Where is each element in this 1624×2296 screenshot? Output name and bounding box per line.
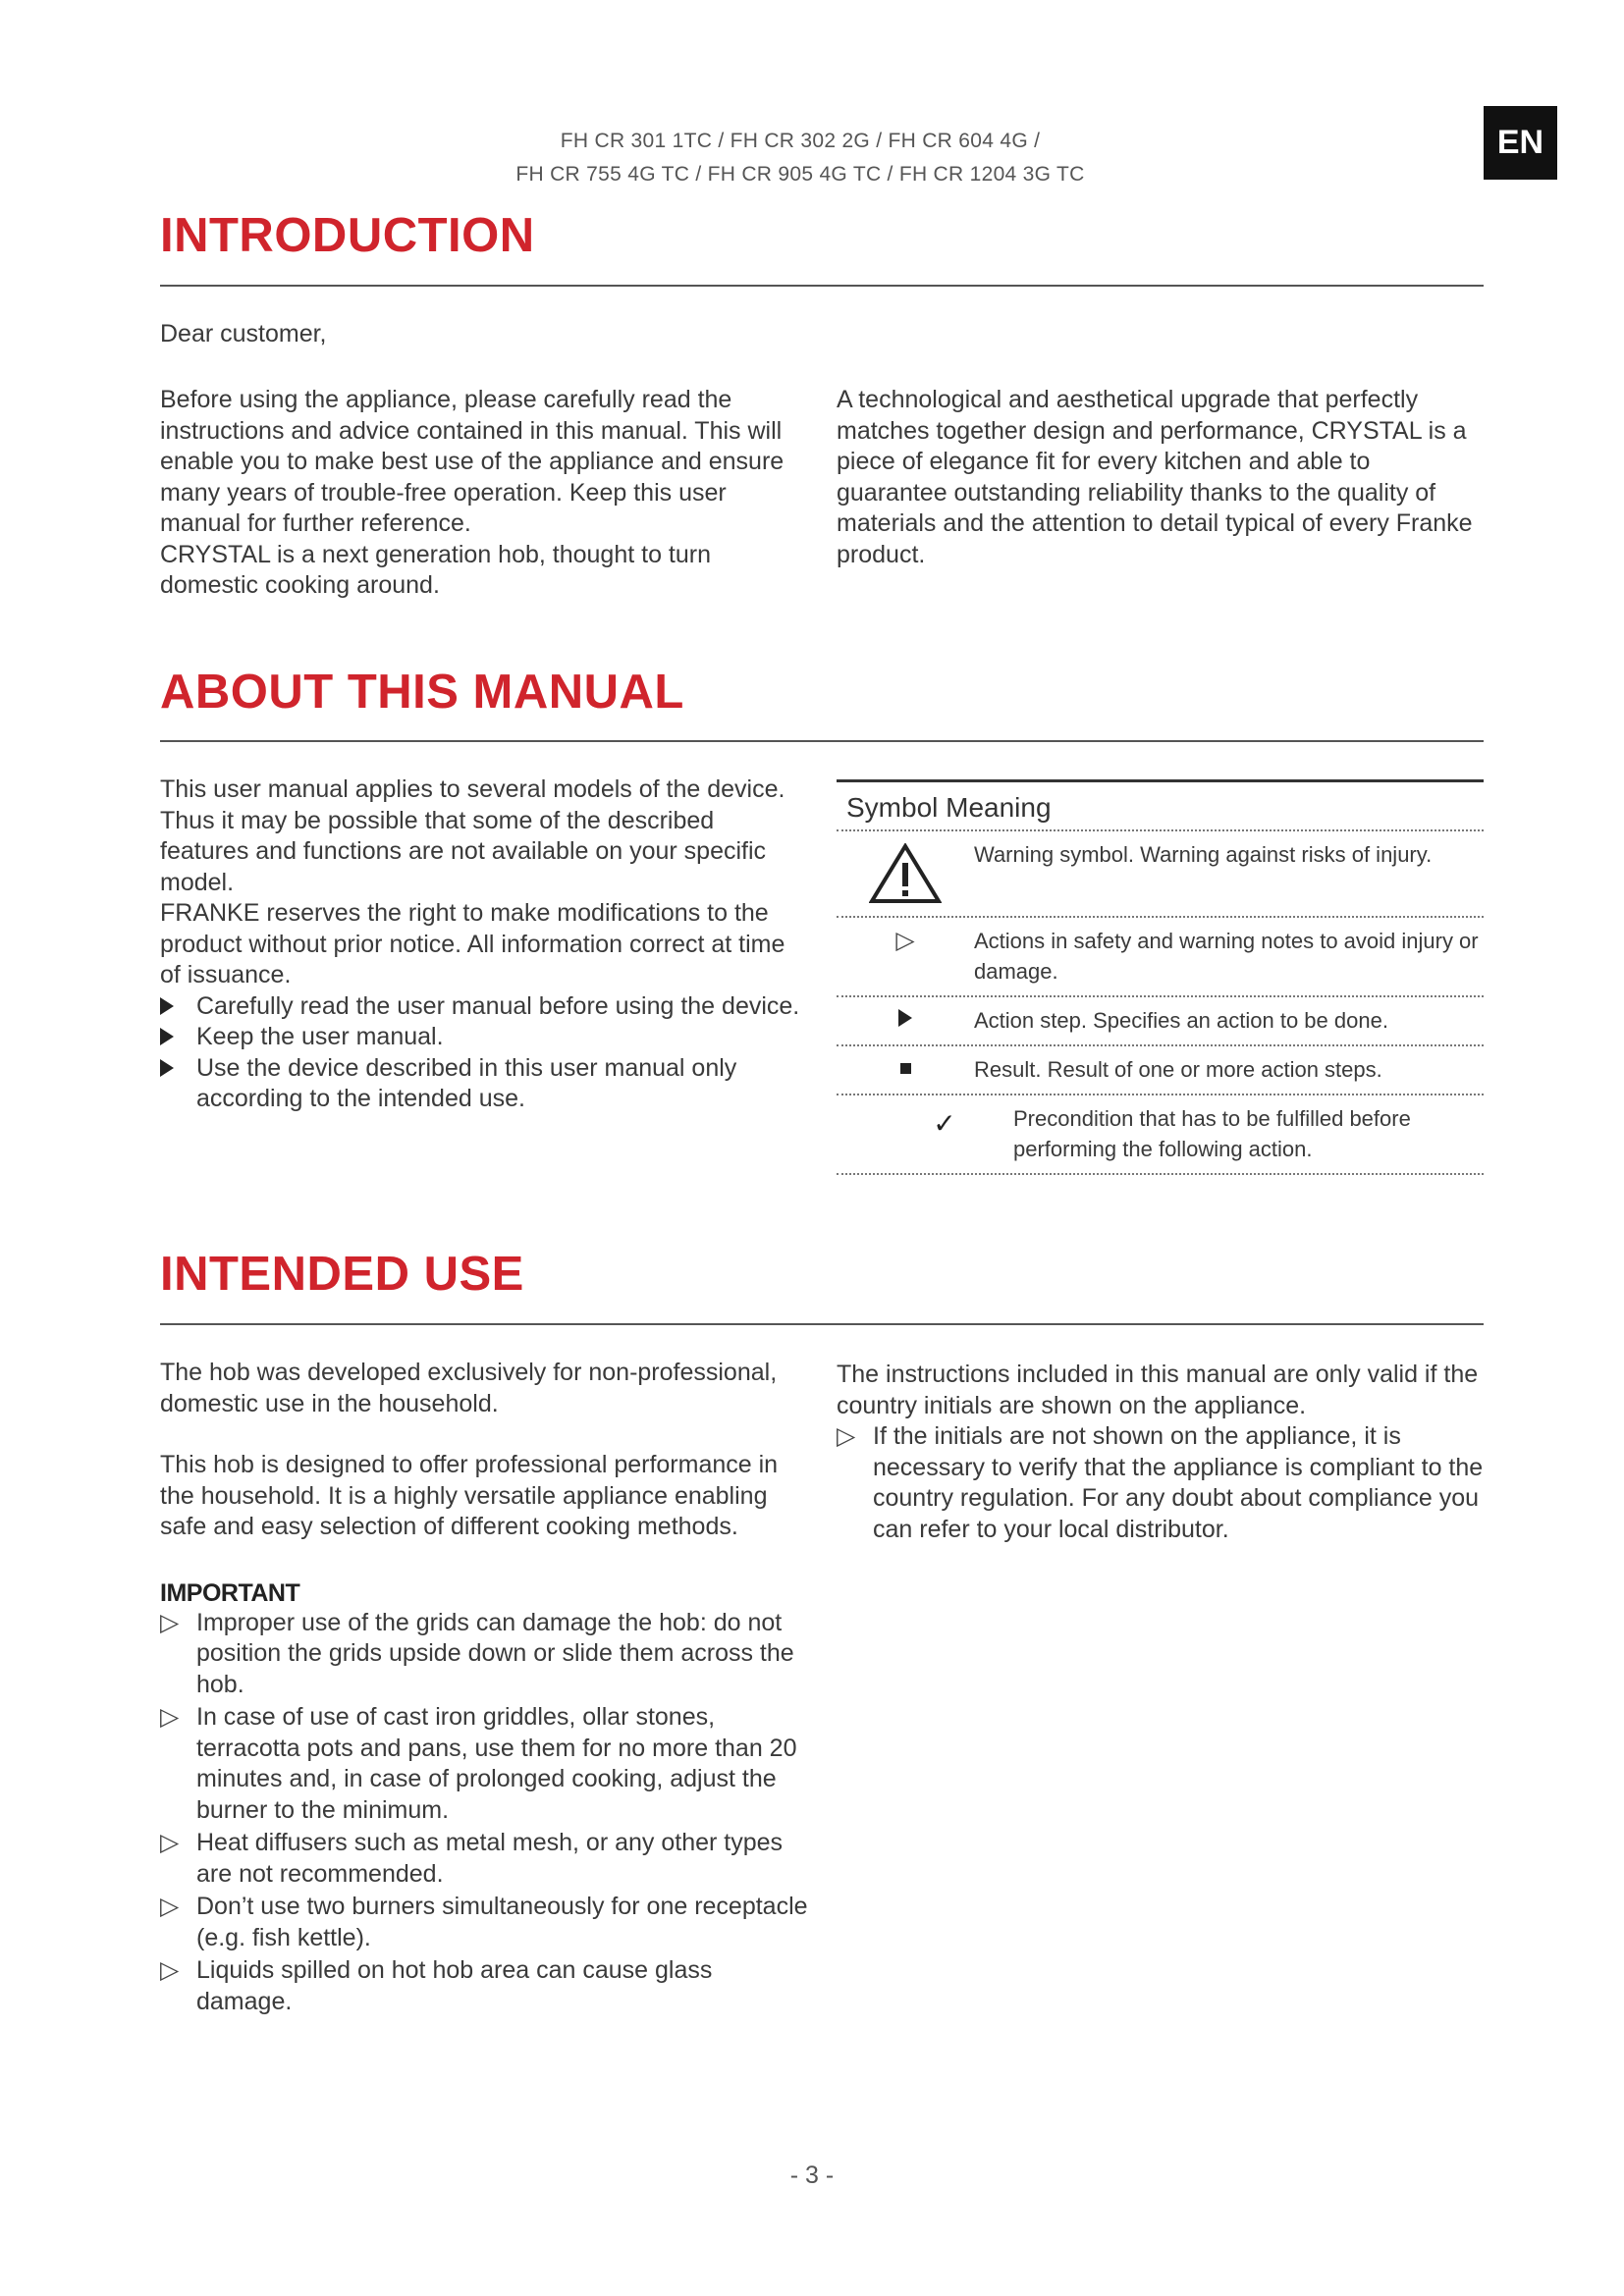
about-paragraph-1: This user manual applies to several models of the device. Thus it may be possible that some of the described features and functions are not available on your specific model.: [160, 775, 785, 896]
table-row: [837, 831, 1484, 918]
list-item: ▷ Don’t use two burners simultaneously for one receptacle (e.g. fish kettle).: [160, 1893, 808, 1951]
about-divider: [160, 740, 1484, 742]
warning-triangle-icon: [837, 831, 974, 904]
symbol-description: Result. Result of one or more action steps.: [974, 1057, 1382, 1082]
intended-use-paragraph-3: The instructions included in this manual are only valid if the country initials are shown on the appliance.: [837, 1361, 1479, 1419]
checkmark-icon: ✓: [933, 1108, 956, 1139]
model-list-line-1: FH CR 301 1TC / FH CR 302 2G / FH CR 604 4G /: [560, 130, 1041, 152]
action-step-icon: [160, 1059, 174, 1077]
open-triangle-icon: ▷: [160, 1829, 180, 1856]
model-list-line-2: FH CR 755 4G TC / FH CR 905 4G TC / FH CR 1204 3G TC: [515, 163, 1085, 186]
intended-use-heading: INTENDED USE: [160, 1248, 524, 1301]
open-triangle-icon: ▷: [895, 927, 915, 954]
introduction-paragraph-3: A technological and aesthetical upgrade that perfectly matches together design and performance, CRYSTAL is a piece of elegance fit for every kitchen and able to guarantee outstanding reliability thanks to the quality of materials and the attention to detail typical of every Franke product.: [837, 386, 1473, 568]
introduction-paragraph-1: Before using the appliance, please carefully read the instructions and advice contained in this manual. This will enable you to make best use of the appliance and ensure many years of trouble-free operation. Keep this user manual for further reference.: [160, 386, 785, 537]
introduction-left-column: [160, 385, 808, 602]
table-row: [837, 918, 1484, 997]
language-badge: EN: [1484, 106, 1557, 180]
important-label: IMPORTANT: [160, 1578, 300, 1607]
intended-use-divider: [160, 1323, 1484, 1325]
open-triangle-icon: ▷: [160, 1608, 180, 1636]
square-icon: [837, 1046, 974, 1074]
about-paragraph-2: FRANKE reserves the right to make modifications to the product without prior notice. All information correct at time of issuance.: [160, 899, 785, 988]
symbol-table-header: Symbol Meaning: [837, 782, 1484, 831]
about-left-column: [160, 774, 808, 1115]
list-item: ▷ Heat diffusers such as metal mesh, or any other types are not recommended.: [160, 1829, 784, 1888]
table-row: [837, 1046, 1484, 1095]
symbol-table: [837, 779, 1484, 1175]
list-item: Carefully read the user manual before using the device.: [160, 991, 808, 1023]
symbol-description: Warning symbol. Warning against risks of injury.: [974, 842, 1433, 867]
greeting: Dear customer,: [160, 320, 327, 347]
model-list: [393, 125, 1208, 191]
symbol-description: Actions in safety and warning notes to avoid injury or damage.: [974, 929, 1479, 984]
important-list: [160, 1608, 808, 2018]
introduction-divider: [160, 285, 1484, 287]
list-item: ▷ In case of use of cast iron griddles, ollar stones, terracotta pots and pans, use them for no more than 20 minutes and, in case of prolonged cooking, adjust the burner to the minimum.: [160, 1703, 797, 1824]
about-bullet-list: [160, 991, 808, 1115]
action-step-icon: [160, 1028, 174, 1045]
open-triangle-icon: ▷: [837, 1422, 856, 1450]
open-triangle-icon: ▷: [160, 1893, 180, 1920]
solid-triangle-icon: [837, 997, 974, 1027]
country-list: [837, 1421, 1484, 1545]
page-number: - 3 -: [789, 2162, 835, 2189]
open-triangle-icon: ▷: [160, 1703, 180, 1731]
intended-use-right-column: [837, 1360, 1484, 1545]
action-step-icon: [160, 997, 174, 1015]
intended-use-paragraph-2: This hob is designed to offer professional performance in the household. It is a highly versatile appliance enabling safe and easy selection of different cooking methods.: [160, 1451, 779, 1540]
list-item: ▷ Improper use of the grids can damage the hob: do not position the grids upside down or slide them across the hob.: [160, 1608, 794, 1698]
symbol-description: Action step. Specifies an action to be done.: [974, 1008, 1388, 1033]
list-item: ▷ If the initials are not shown on the appliance, it is necessary to verify that the appliance is compliant to the country regulation. For any doubt about compliance you can refer to your local distributor.: [837, 1422, 1484, 1543]
symbol-description: Precondition that has to be fulfilled before performing the following action.: [1013, 1106, 1411, 1161]
table-row: [837, 997, 1484, 1046]
table-row: [837, 1095, 1484, 1175]
about-heading: ABOUT THIS MANUAL: [160, 666, 684, 719]
introduction-heading: INTRODUCTION: [160, 209, 535, 262]
intended-use-left-column: [160, 1358, 808, 2019]
list-item: Use the device described in this user manual only according to the intended use.: [160, 1053, 808, 1115]
list-item: Keep the user manual.: [160, 1022, 808, 1053]
introduction-right-column: [837, 385, 1484, 570]
list-item: ▷ Liquids spilled on hot hob area can cause glass damage.: [160, 1956, 713, 2015]
introduction-paragraph-2: CRYSTAL is a next generation hob, thought to turn domestic cooking around.: [160, 540, 711, 599]
open-triangle-icon: ▷: [160, 1956, 180, 1984]
intended-use-paragraph-1: The hob was developed exclusively for non-professional, domestic use in the household.: [160, 1359, 778, 1417]
